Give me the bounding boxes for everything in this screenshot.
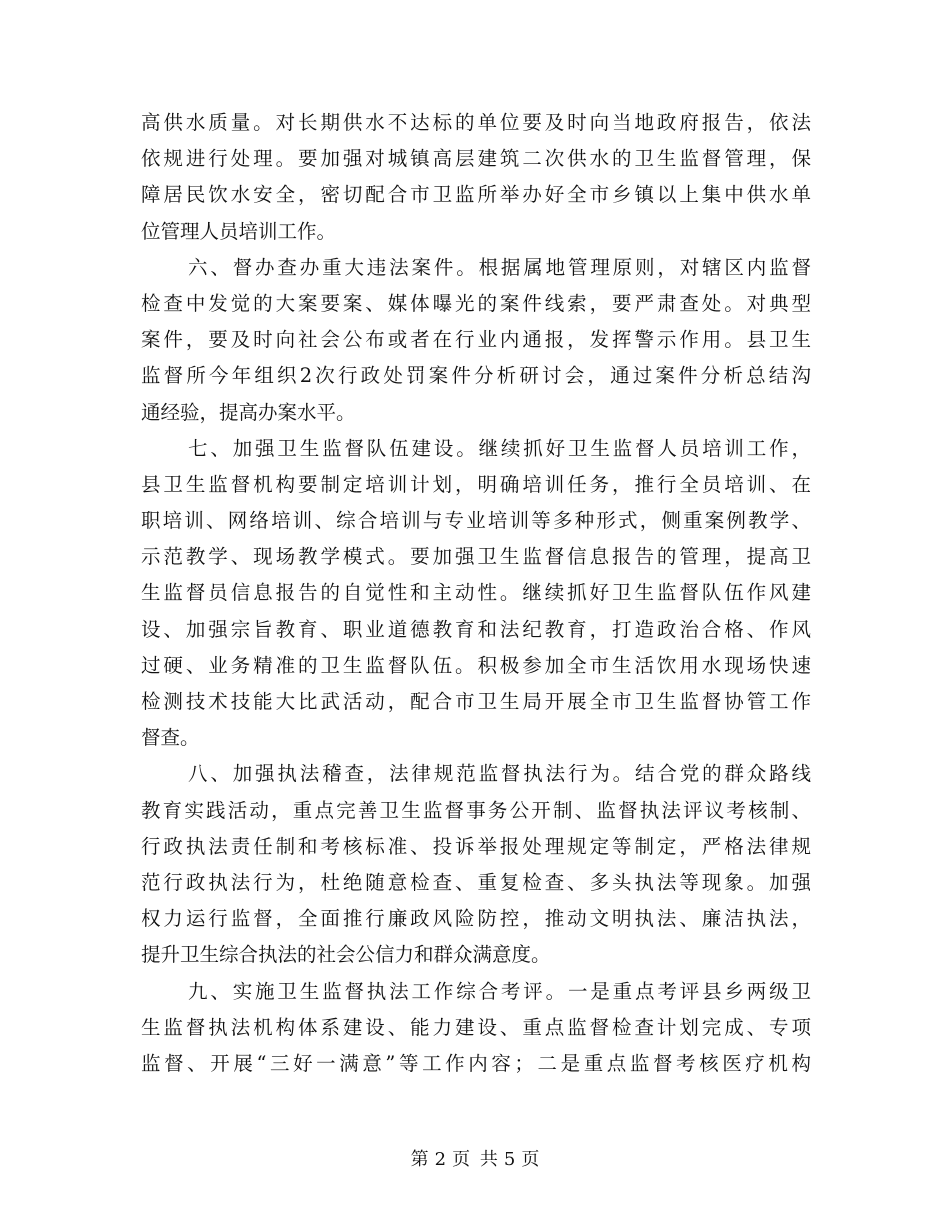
text-line: 检查中发觉的大案要案、媒体曝光的案件线索，要严肃查处。对典型 [141,291,811,315]
text-line: 依规进行处理。要加强对城镇高层建筑二次供水的卫生监督管理，保 [141,147,811,171]
text-line: 生监督执法机构体系建设、能力建设、重点监督检查计划完成、专项 [141,1015,811,1039]
footer-suffix: 页 [521,1149,540,1170]
text-line: 生监督员信息报告的自觉性和主动性。继续抓好卫生监督队伍作风建 [141,581,811,605]
text-line: 高供水质量。对长期供水不达标的单位要及时向当地政府报告，依法 [141,111,811,134]
text-line: 障居民饮水安全，密切配合市卫监所举办好全市乡镇以上集中供水单 [141,183,811,207]
text-line: 监督、开展“三好一满意”等工作内容；二是重点监督考核医疗机构 [141,1051,811,1075]
text-line: 督查。 [141,726,200,750]
text-line: 案件，要及时向社会公布或者在行业内通报，发挥警示作用。县卫生 [141,328,811,352]
text-line: 九、实施卫生监督执法工作综合考评。一是重点考评县乡两级卫 [188,979,811,1003]
text-line: 监督所今年组织2次行政处罚案件分析研讨会，通过案件分析总结沟 [141,364,811,388]
text-line: 设、加强宗旨教育、职业道德教育和法纪教育，打造政治合格、作风 [141,617,811,641]
text-line: 教育实践活动，重点完善卫生监督事务公开制、监督执法评议考核制、 [141,798,811,822]
text-line: 行政执法责任制和考核标准、投诉举报处理规定等制定，严格法律规 [141,834,811,858]
text-line: 职培训、网络培训、综合培训与专业培训等多种形式，侧重案例教学、 [141,509,811,533]
paragraph [141,250,811,431]
footer-prefix: 第 [410,1149,429,1170]
text-line: 提升卫生综合执法的社会公信力和群众满意度。 [141,943,551,967]
page-footer [0,1148,950,1172]
text-line: 六、督办查办重大违法案件。根据属地管理原则，对辖区内监督 [188,255,811,279]
text-line: 八、加强执法稽查，法律规范监督执法行为。结合党的群众路线 [188,762,811,786]
footer-total-pages: 5 [503,1149,516,1170]
text-line: 检测技术技能大比武活动，配合市卫生局开展全市卫生监督协管工作 [141,690,811,713]
text-line: 县卫生监督机构要制定培训计划，明确培训任务，推行全员培训、在 [141,472,811,496]
footer-page-number: 2 [434,1149,447,1170]
text-line: 过硬、业务精准的卫生监督队伍。积极参加全市生活饮用水现场快速 [141,653,811,677]
paragraph [141,431,811,757]
text-line: 范行政执法行为，杜绝随意检查、重复检查、多头执法等现象。加强 [141,870,811,894]
text-line: 七、加强卫生监督队伍建设。继续抓好卫生监督人员培训工作， [188,436,811,460]
text-line: 权力运行监督，全面推行廉政风险防控，推动文明执法、廉洁执法， [141,907,811,931]
document-body [141,105,811,1082]
text-line: 通经验，提高办案水平。 [141,400,356,424]
text-line: 位管理人员培训工作。 [141,219,337,243]
paragraph [141,105,811,250]
paragraph [141,974,811,1083]
footer-middle: 页 共 [452,1149,498,1170]
text-line: 示范教学、现场教学模式。要加强卫生监督信息报告的管理，提高卫 [141,545,811,569]
paragraph [141,756,811,973]
